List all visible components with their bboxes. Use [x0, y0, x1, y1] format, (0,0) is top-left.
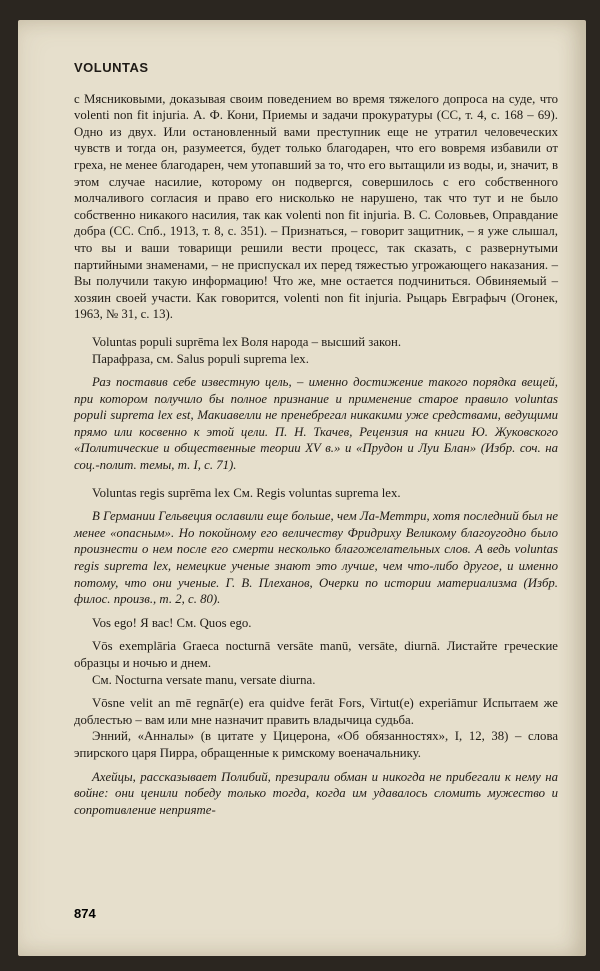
page-number: 874: [74, 906, 96, 921]
book-page: [18, 20, 586, 956]
paragraph: Vōs exemplāria Graeca nocturnā versāte manū, versāte, diurnā. Листайте греческие образцы и ночью и днем.: [74, 639, 558, 670]
page-content: [74, 60, 558, 818]
paragraph: Vos ego! Я вас! См. Quos ego.: [92, 615, 252, 630]
paragraph: Парафраза, см. Salus populi suprema lex.: [92, 351, 309, 366]
text-column: [74, 91, 558, 819]
paragraph: с Мясниковыми, доказывая своим поведением во время тяжелого допроса на суде, что volenti non fit injuria. А. Ф. Кони, Приемы и задачи прокуратуры (СС, т. 4, с. 168 – 69). Одно из двух. Или остановленный вами преступник еще не утратил человеческих чувств и тогда он, разумеется, будет только благодарен, что его вовремя избавили от греха, не менее благодарен, чем утопавший за то, что его вытащили из воды, и, значит, в этом случае насилие, которому он подвергся, совершилось с его собственного молчаливого согласия и право его нисколько не нарушено, так что тут и не было собственно никакого насилия, так как volenti non fit injuria. В. С. Соловьев, Оправдание добра (СС. Спб., 1913, т. 8, с. 351). – Признаться, – говорит защитник, – я уже слышал, что вы и ваши товарищи решили вести процесс, так сказать, с развернутыми партийными знаменами, – не приспускал их перед тяжестью угрожающего наказания. – Вы получили такую информацию! Что же, мне остается подчиниться. Обвиняемый – хозяин своей участи. Как говорится, volenti non fit injuria. Рыцарь Евграфыч (Огонек, 1963, № 31, с. 13).: [74, 91, 558, 322]
running-header: VOLUNTAS: [74, 60, 149, 75]
paragraph: Voluntas regis suprēma lex См. Regis voluntas suprema lex.: [92, 485, 401, 500]
paragraph: Раз поставив себе известную цель, – именно достижение такого порядка вещей, при котором получило бы полное признание и применение старое правило voluntas populi suprema lex est, Макиавелли не пренебрегал никакими уже средствами, ведущими прямо или косвенно к этой цели. П. Н. Ткачев, Рецензия на книги Ю. Жуковского «Политические и общественные теории XV в.» и «Прудон и Луи Блан» (Избр. соч. на соц.-полит. темы, т. I, с. 71).: [74, 375, 558, 473]
paragraph: Voluntas populi suprēma lex Воля народа – высший закон.: [92, 334, 402, 349]
paragraph: В Германии Гельвеция ославили еще больше, чем Ла-Меттри, хотя последний был не менее «опасным». Но покойному его величеству Фридриху Великому благоугодно было произнести о нем после его смерти несколько благожелательных слов. А ведь voluntas regis suprema lex, немецкие ученые знают это лучше, чем что-либо другое, и именно потому, что они ученые. Г. В. Плеханов, Очерки по истории материализма (Избр. филос. произв., т. 2, с. 80).: [74, 509, 558, 607]
paragraph: Vōsne velit an mē regnār(e) era quidve ferāt Fors, Virtut(e) experiāmur Испытаем же доблестью – вам или мне назначит править владычица судьба.: [74, 696, 558, 727]
paragraph: См. Nocturna versate manu, versate diurna.: [92, 672, 316, 687]
paragraph: Ахейцы, рассказывает Полибий, презирали обман и никогда не прибегали к нему на войне: они ценили победу только тогда, когда им удавалось сломить мужество и сопротивление неприяте-: [74, 769, 558, 817]
paragraph: Энний, «Анналы» (в цитате у Цицерона, «Об обязанностях», I, 12, 38) – слова эпирского царя Пирра, обращенные к римскому военачальнику.: [74, 729, 558, 760]
